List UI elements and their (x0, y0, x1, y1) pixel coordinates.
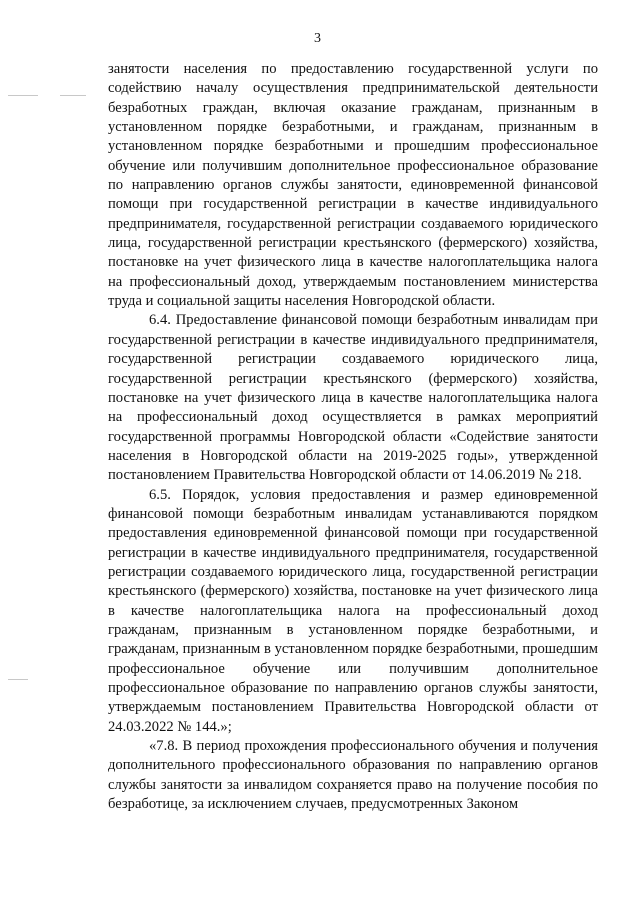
page-number: 3 (314, 31, 321, 46)
paragraph-7-8: «7.8. В период прохождения профессионального обучения и получения дополнительного профессионального образования по направлению органов службы занятости за инвалидом сохраняется право на получение пособия по безработице, за исключением случаев, предусмотренных Законом (108, 738, 598, 813)
margin-scan-mark (60, 95, 86, 96)
margin-scan-mark (8, 679, 28, 680)
paragraph-continuation: занятости населения по предоставлению государственной услуги по содействию началу осуществления предпринимательской деятельности безработных граждан, включая оказание гражданам, признанным в установленном порядке безработными, и гражданам, признанным в установленном порядке безработными и прошедшим профессиональное обучение или получившим дополнительное профессиональное образование по направлению органов службы занятости, единовременной финансовой помощи при государственной регистрации в качестве индивидуального предпринимателя, государственной регистрации создаваемого юридического лица, государственной регистрации крестьянского (фермерского) хозяйства, постановке на учет физического лица в качестве налогоплательщика налога на профессиональный доход, утверждаемым постановлением министерства труда и социальной защиты населения Новгородской области. (108, 61, 598, 310)
margin-scan-mark (8, 95, 38, 96)
document-body (108, 60, 598, 814)
paragraph-6-4: 6.4. Предоставление финансовой помощи безработным инвалидам при государственной регистрации в качестве индивидуального предпринимателя, государственной регистрации создаваемого юридического лица, государственной регистрации крестьянского (фермерского) хозяйства, постановке на учет физического лица в качестве налогоплательщика налога на профессиональный доход осуществляется в рамках мероприятий государственной программы Новгородской области «Содействие занятости населения в Новгородской области на 2019-2025 годы», утвержденной постановлением Правительства Новгородской области от 14.06.2019 № 218. (108, 312, 598, 484)
paragraph-6-5: 6.5. Порядок, условия предоставления и размер единовременной финансовой помощи безработным инвалидам устанавливаются порядком предоставления единовременной финансовой помощи при государственной регистрации в качестве индивидуального предпринимателя, государственной регистрации создаваемого юридического лица, государственной регистрации крестьянского (фермерского) хозяйства, постановке на учет физического лица в качестве налогоплательщика налога на профессиональный доход гражданам, признанным в установленном порядке безработными, и гражданам, признанным в установленном порядке безработными, прошедшим профессиональное обучение или получившим дополнительное профессиональное образование по направлению органов службы занятости, утверждаемым постановлением Правительства Новгородской области от 24.03.2022 № 144.»; (108, 486, 598, 735)
